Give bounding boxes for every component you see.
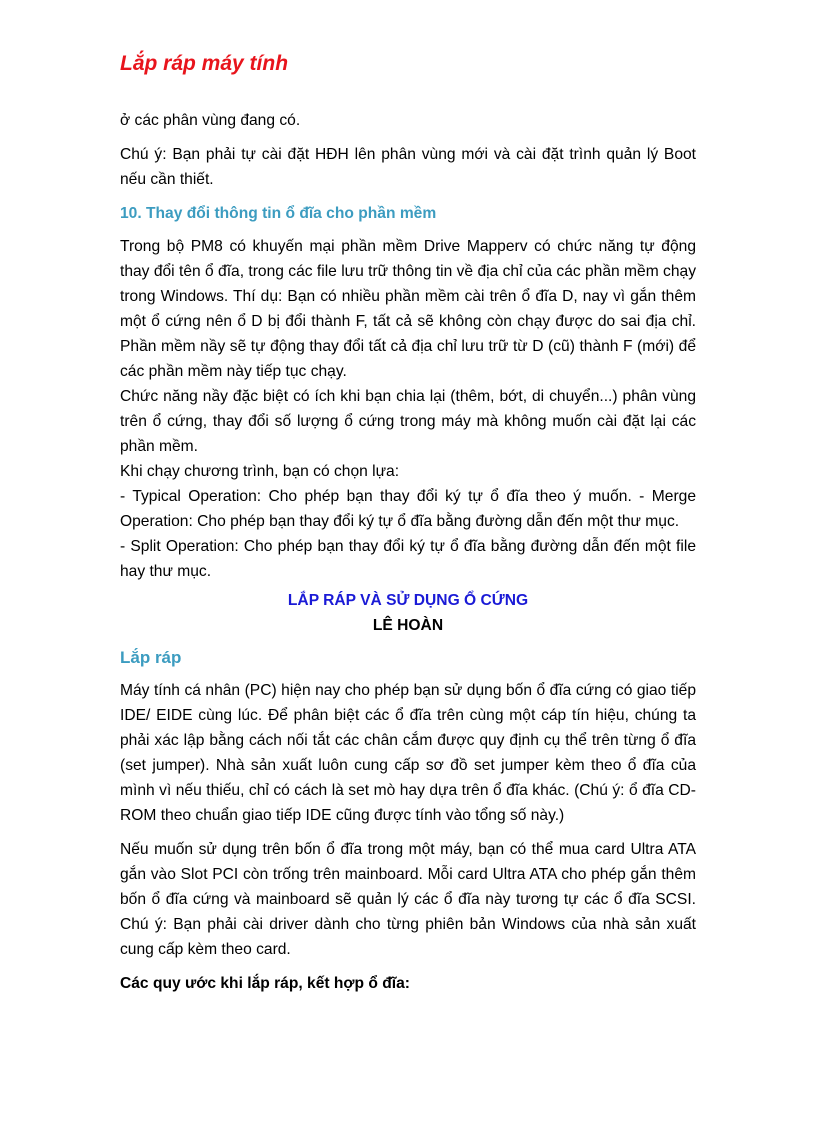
- article-author: LÊ HOÀN: [372, 617, 444, 634]
- paragraph-function: Chức năng nầy đặc biệt có ích khi bạn chia lại (thêm, bớt, di chuyển...) phân vùng trên ổ cứng, thay đổi số lượng ổ cứng trong máy mà không muốn cài đặt lại các phần mềm.: [120, 388, 696, 455]
- section-10-heading: 10. Thay đổi thông tin ổ đĩa cho phần mềm: [120, 205, 437, 222]
- paragraph-pm8: Trong bộ PM8 có khuyến mại phần mềm Drive Mapperv có chức năng tự động thay đổi tên ổ đĩa, trong các file lưu trữ thông tin về địa chỉ của các phần mềm chạy trong Windows. Thí dụ: Bạn có nhiều phần mềm cài trên ổ đĩa D, nay vì gắn thêm một ổ cứng nên ổ D bị đổi thành F, tất cả sẽ không còn chạy được do sai địa chỉ. Phần mềm nầy sẽ tự động thay đổi tất cả địa chỉ lưu trữ từ D (cũ) thành F (mới) để các phần mềm này tiếp tục chạy.: [120, 238, 696, 380]
- paragraph-choose: Khi chạy chương trình, bạn có chọn lựa:: [120, 463, 400, 480]
- paragraph-intro: ở các phân vùng đang có.: [120, 112, 301, 129]
- page-header-title: Lắp ráp máy tính: [120, 52, 289, 75]
- paragraph-note: Chú ý: Bạn phải tự cài đặt HĐH lên phân vùng mới và cài đặt trình quản lý Boot nếu cần thiết.: [120, 146, 696, 188]
- paragraph-pc-ide: Máy tính cá nhân (PC) hiện nay cho phép bạn sử dụng bốn ổ đĩa cứng có giao tiếp IDE/ EIDE cùng lúc. Để phân biệt các ổ đĩa trên cùng một cáp tín hiệu, chúng ta phải xác lập bằng cách nối tắt các chân cắm được quy định cụ thể trên từng ổ đĩa (set jumper). Nhà sản xuất luôn cung cấp sơ đồ set jumper kèm theo ổ đĩa của mình vì nếu thiếu, chỉ có cách là set mò hay dựa trên ổ đĩa khác. (Chú ý: ổ đĩa CD-ROM theo chuẩn giao tiếp IDE cũng được tính vào tổng số này.): [120, 682, 696, 824]
- document-body: [120, 108, 696, 996]
- paragraph-typical-operation: - Typical Operation: Cho phép bạn thay đổi ký tự ổ đĩa theo ý muốn. - Merge Operation: Cho phép bạn thay đổi ký tự ổ đĩa bằng đường dẫn đến một thư mục.: [120, 488, 696, 530]
- paragraph-ultra-ata: Nếu muốn sử dụng trên bốn ổ đĩa trong một máy, bạn có thể mua card Ultra ATA gắn vào Slot PCI còn trống trên mainboard. Mỗi card Ultra ATA cho phép gắn thêm bốn ổ đĩa cứng và mainboard sẽ quản lý các ổ đĩa này tương tự các ổ đĩa SCSI. Chú ý: Bạn phải cài driver dành cho từng phiên bản Windows của nhà sản xuất cung cấp kèm theo card.: [120, 841, 696, 958]
- conventions-label: Các quy ước khi lắp ráp, kết hợp ổ đĩa:: [120, 975, 410, 992]
- article-title: LẮP RÁP VÀ SỬ DỤNG Ổ CỨNG: [287, 592, 529, 609]
- assembly-heading: Lắp ráp: [120, 648, 182, 667]
- paragraph-split-operation: - Split Operation: Cho phép bạn thay đổi ký tự ổ đĩa bằng đường dẫn đến một file hay thư mục.: [120, 538, 696, 580]
